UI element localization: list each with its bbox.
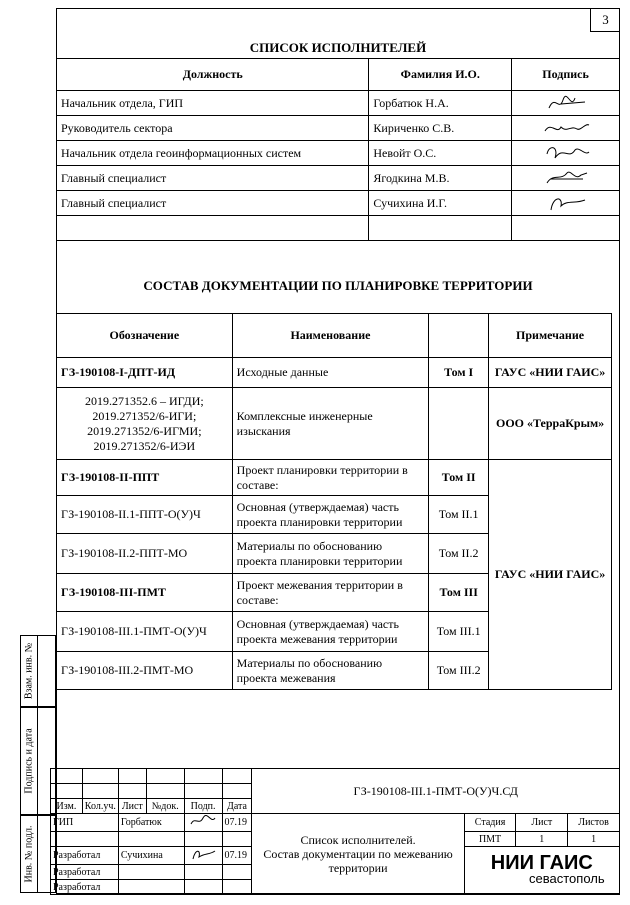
stamp-name: Сучихина xyxy=(118,847,184,865)
position-cell: Главный специалист xyxy=(57,166,369,191)
signature-image xyxy=(187,847,217,861)
name-cell: Сучихина И.Г. xyxy=(369,191,512,216)
table-row xyxy=(57,116,620,141)
signature-cell xyxy=(512,191,620,216)
side-box-replace-inv xyxy=(20,635,56,707)
header-note: Примечание xyxy=(489,314,612,358)
stamp-date: 07.19 xyxy=(222,847,252,865)
col-header: №док. xyxy=(146,799,184,814)
table-row xyxy=(57,388,612,460)
title-cell: Основная (утверждаемая) часть проекта планировки территории xyxy=(232,496,429,534)
side-label: Инв. № подл. xyxy=(23,825,35,883)
header-code: Обозначение xyxy=(57,314,233,358)
page-number: 3 xyxy=(590,8,620,32)
name-cell: Ягодкина М.В. xyxy=(369,166,512,191)
stamp-name xyxy=(118,880,184,895)
stamp-date xyxy=(222,865,252,880)
header-volume xyxy=(429,314,489,358)
note-cell: ГАУС «НИИ ГАИС» xyxy=(489,358,612,388)
table-row xyxy=(57,460,612,496)
note-cell: ООО «ТерраКрым» xyxy=(489,388,612,460)
volume-cell: Том I xyxy=(429,358,489,388)
title-cell: Проект межевания территории в составе: xyxy=(232,574,429,612)
merged-note-cell: ГАУС «НИИ ГАИС» xyxy=(489,460,612,690)
stage-value: 1 xyxy=(516,832,568,847)
executors-table xyxy=(56,58,620,241)
stamp-date xyxy=(222,880,252,895)
signature-cell xyxy=(512,116,620,141)
stamp-role: Разработал xyxy=(51,880,119,895)
volume-cell: Том III.1 xyxy=(429,612,489,652)
code-cell: 2019.271352.6 – ИГДИ; 2019.271352/6-ИГИ; 2019.271352/6-ИГМИ; 2019.271352/6-ИЭИ xyxy=(57,388,233,460)
title-cell: Комплексные инженерные изыскания xyxy=(232,388,429,460)
signature-cell xyxy=(512,141,620,166)
header-name: Фамилия И.О. xyxy=(369,59,512,91)
table-row xyxy=(57,141,620,166)
signature-image xyxy=(541,117,591,139)
stamp-role: ГИП xyxy=(51,814,119,832)
position-cell: Руководитель сектора xyxy=(57,116,369,141)
stage-value: ПМТ xyxy=(464,832,516,847)
stamp-title: Список исполнителей. Состав документации по межеванию территории xyxy=(252,814,464,895)
name-cell: Горбатюк Н.А. xyxy=(369,91,512,116)
stamp-signature xyxy=(184,847,222,865)
header-title: Наименование xyxy=(232,314,429,358)
code-cell: ГЗ-190108-III-ПМТ xyxy=(57,574,233,612)
signature-cell xyxy=(512,91,620,116)
header-position: Должность xyxy=(57,59,369,91)
stamp-name: Горбатюк xyxy=(118,814,184,832)
document-code: ГЗ-190108-III.1-ПМТ-О(У)Ч.СД xyxy=(252,769,620,814)
side-label: Взам. инв. № xyxy=(23,642,35,700)
volume-cell xyxy=(429,388,489,460)
table-row xyxy=(57,166,620,191)
signature-image xyxy=(541,142,591,164)
title-block xyxy=(50,768,620,895)
logo-main: НИИ ГАИС xyxy=(490,851,593,874)
executors-title: СПИСОК ИСПОЛНИТЕЛЕЙ xyxy=(249,40,427,55)
table-row xyxy=(57,216,620,241)
col-header: Изм. xyxy=(51,799,83,814)
docs-title: СОСТАВ ДОКУМЕНТАЦИИ ПО ПЛАНИРОВКЕ ТЕРРИТОРИИ xyxy=(143,278,533,293)
volume-cell: Том III.2 xyxy=(429,652,489,690)
volume-cell: Том III xyxy=(429,574,489,612)
code-cell: ГЗ-190108-II.2-ППТ-МО xyxy=(57,534,233,574)
title-cell: Основная (утверждаемая) часть проекта межевания территории xyxy=(232,612,429,652)
position-cell: Главный специалист xyxy=(57,191,369,216)
code-cell: ГЗ-190108-I-ДПТ-ИД xyxy=(57,358,233,388)
position-cell: Начальник отдела геоинформационных систем xyxy=(57,141,369,166)
col-header: Дата xyxy=(222,799,252,814)
name-cell: Невойт О.С. xyxy=(369,141,512,166)
col-header: Кол.уч. xyxy=(82,799,118,814)
logo-sub: севастополь xyxy=(529,870,605,886)
stamp-role: Разработал xyxy=(51,865,119,880)
signature-image xyxy=(541,92,591,114)
table-row xyxy=(57,91,620,116)
stamp-date: 07.19 xyxy=(222,814,252,832)
stamp-name xyxy=(118,865,184,880)
volume-cell: Том II.2 xyxy=(429,534,489,574)
title-cell: Материалы по обоснованию проекта межевания xyxy=(232,652,429,690)
stage-header: Листов xyxy=(568,814,620,832)
position-cell: Начальник отдела, ГИП xyxy=(57,91,369,116)
code-cell: ГЗ-190108-III.2-ПМТ-МО xyxy=(57,652,233,690)
side-label: Подпись и дата xyxy=(23,728,35,794)
volume-cell: Том II xyxy=(429,460,489,496)
title-cell: Материалы по обоснованию проекта планировки территории xyxy=(232,534,429,574)
code-cell: ГЗ-190108-II.1-ППТ-О(У)Ч xyxy=(57,496,233,534)
code-cell: ГЗ-190108-III.1-ПМТ-О(У)Ч xyxy=(57,612,233,652)
stage-value: 1 xyxy=(568,832,620,847)
code-cell: ГЗ-190108-II-ППТ xyxy=(57,460,233,496)
stamp-signature xyxy=(184,814,222,832)
company-logo xyxy=(464,847,619,895)
stamp-role: Разработал xyxy=(51,847,119,865)
header-signature: Подпись xyxy=(512,59,620,91)
signature-image xyxy=(541,167,591,189)
title-cell: Исходные данные xyxy=(232,358,429,388)
stage-header: Стадия xyxy=(464,814,516,832)
name-cell: Кириченко С.В. xyxy=(369,116,512,141)
signature-cell xyxy=(512,166,620,191)
signature-image xyxy=(187,814,217,828)
volume-cell: Том II.1 xyxy=(429,496,489,534)
col-header: Подп. xyxy=(184,799,222,814)
stage-header: Лист xyxy=(516,814,568,832)
docs-table xyxy=(56,313,612,690)
title-cell: Проект планировки территории в составе: xyxy=(232,460,429,496)
table-row xyxy=(57,191,620,216)
table-row xyxy=(57,358,612,388)
signature-image xyxy=(541,192,591,214)
col-header: Лист xyxy=(118,799,146,814)
